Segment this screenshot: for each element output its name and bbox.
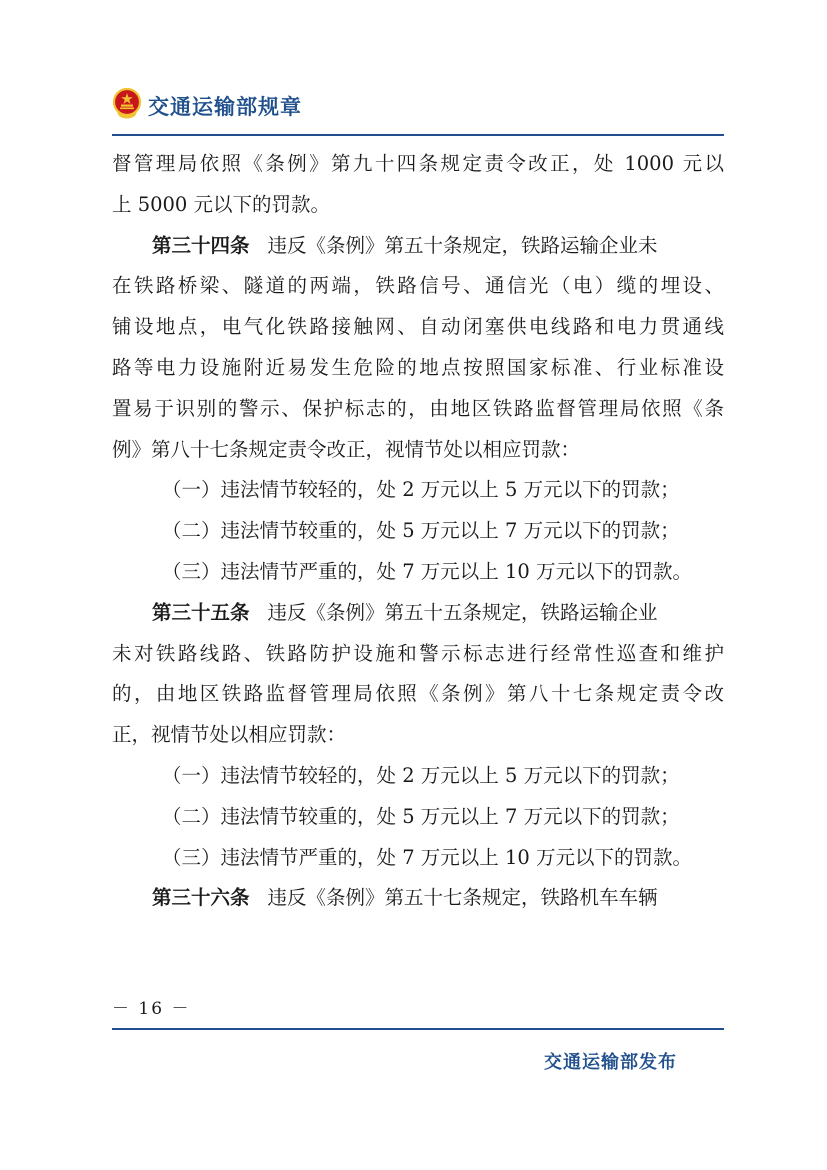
text-line xyxy=(112,634,724,675)
line-text: 督管理局依照《条例》第九十四条规定责令改正，处 1000 元以 xyxy=(112,152,724,175)
list-item xyxy=(112,756,724,797)
text-line xyxy=(112,144,724,185)
list-item xyxy=(112,552,724,593)
article-heading: 第三十五条 xyxy=(152,600,250,624)
text-line xyxy=(112,389,724,430)
article-heading: 第三十四条 xyxy=(152,233,250,257)
line-text: 正，视情节处以相应罚款： xyxy=(112,723,347,747)
line-text: 例》第八十七条规定责令改正，视情节处以相应罚款： xyxy=(112,437,581,461)
line-text: 违反《条例》第五十条规定，铁路运输企业未 xyxy=(267,233,658,257)
line-text: 违反《条例》第五十五条规定，铁路运输企业 xyxy=(267,600,658,624)
text-line xyxy=(112,307,724,348)
list-item xyxy=(112,838,724,879)
regulation-text xyxy=(112,144,724,919)
line-text: 违反《条例》第五十七条规定，铁路机车车辆 xyxy=(267,886,658,910)
list-item xyxy=(112,797,724,838)
text-line xyxy=(112,430,724,471)
line-text: 铺设地点，电气化铁路接触网、自动闭塞供电线路和电力贯通线 xyxy=(112,315,724,339)
line-text: （三）违法情节严重的，处 7 万元以上 10 万元以下的罚款。 xyxy=(162,559,693,583)
national-emblem-icon xyxy=(112,88,142,120)
page-header xyxy=(112,86,724,134)
list-item xyxy=(112,470,724,511)
line-text: （一）违法情节较轻的，处 2 万元以上 5 万元以下的罚款； xyxy=(162,763,680,787)
line-text: 的，由地区铁路监督管理局依照《条例》第八十七条规定责令改 xyxy=(112,682,724,706)
page-number: － 16 － xyxy=(112,999,191,1019)
line-text: 置易于识别的警示、保护标志的，由地区铁路监督管理局依照《条 xyxy=(112,396,724,420)
line-text: （二）违法情节较重的，处 5 万元以上 7 万元以下的罚款； xyxy=(162,519,680,543)
footer-divider xyxy=(112,1028,724,1030)
line-text: （二）违法情节较重的，处 5 万元以上 7 万元以下的罚款； xyxy=(162,804,680,828)
article-line xyxy=(112,226,724,267)
line-text: 在铁路桥梁、隧道的两端，铁路信号、通信光（电）缆的埋设、 xyxy=(112,274,724,298)
text-line xyxy=(112,266,724,307)
text-line xyxy=(112,674,724,715)
article-line xyxy=(112,593,724,634)
line-text: 路等电力设施附近易发生危险的地点按照国家标准、行业标准设 xyxy=(112,355,724,379)
text-line xyxy=(112,715,724,756)
header-divider xyxy=(112,134,724,136)
header-title: 交通运输部规章 xyxy=(148,95,302,119)
list-item xyxy=(112,511,724,552)
text-line xyxy=(112,348,724,389)
article-line xyxy=(112,878,724,919)
line-text: （三）违法情节严重的，处 7 万元以上 10 万元以下的罚款。 xyxy=(162,845,693,869)
text-line xyxy=(112,185,724,226)
footer-publisher: 交通运输部发布 xyxy=(544,1052,677,1073)
line-text: 上 5000 元以下的罚款。 xyxy=(112,192,331,216)
article-heading: 第三十六条 xyxy=(152,886,250,910)
line-text: （一）违法情节较轻的，处 2 万元以上 5 万元以下的罚款； xyxy=(162,478,680,502)
line-text: 未对铁路线路、铁路防护设施和警示标志进行经常性巡查和维护 xyxy=(112,641,724,665)
